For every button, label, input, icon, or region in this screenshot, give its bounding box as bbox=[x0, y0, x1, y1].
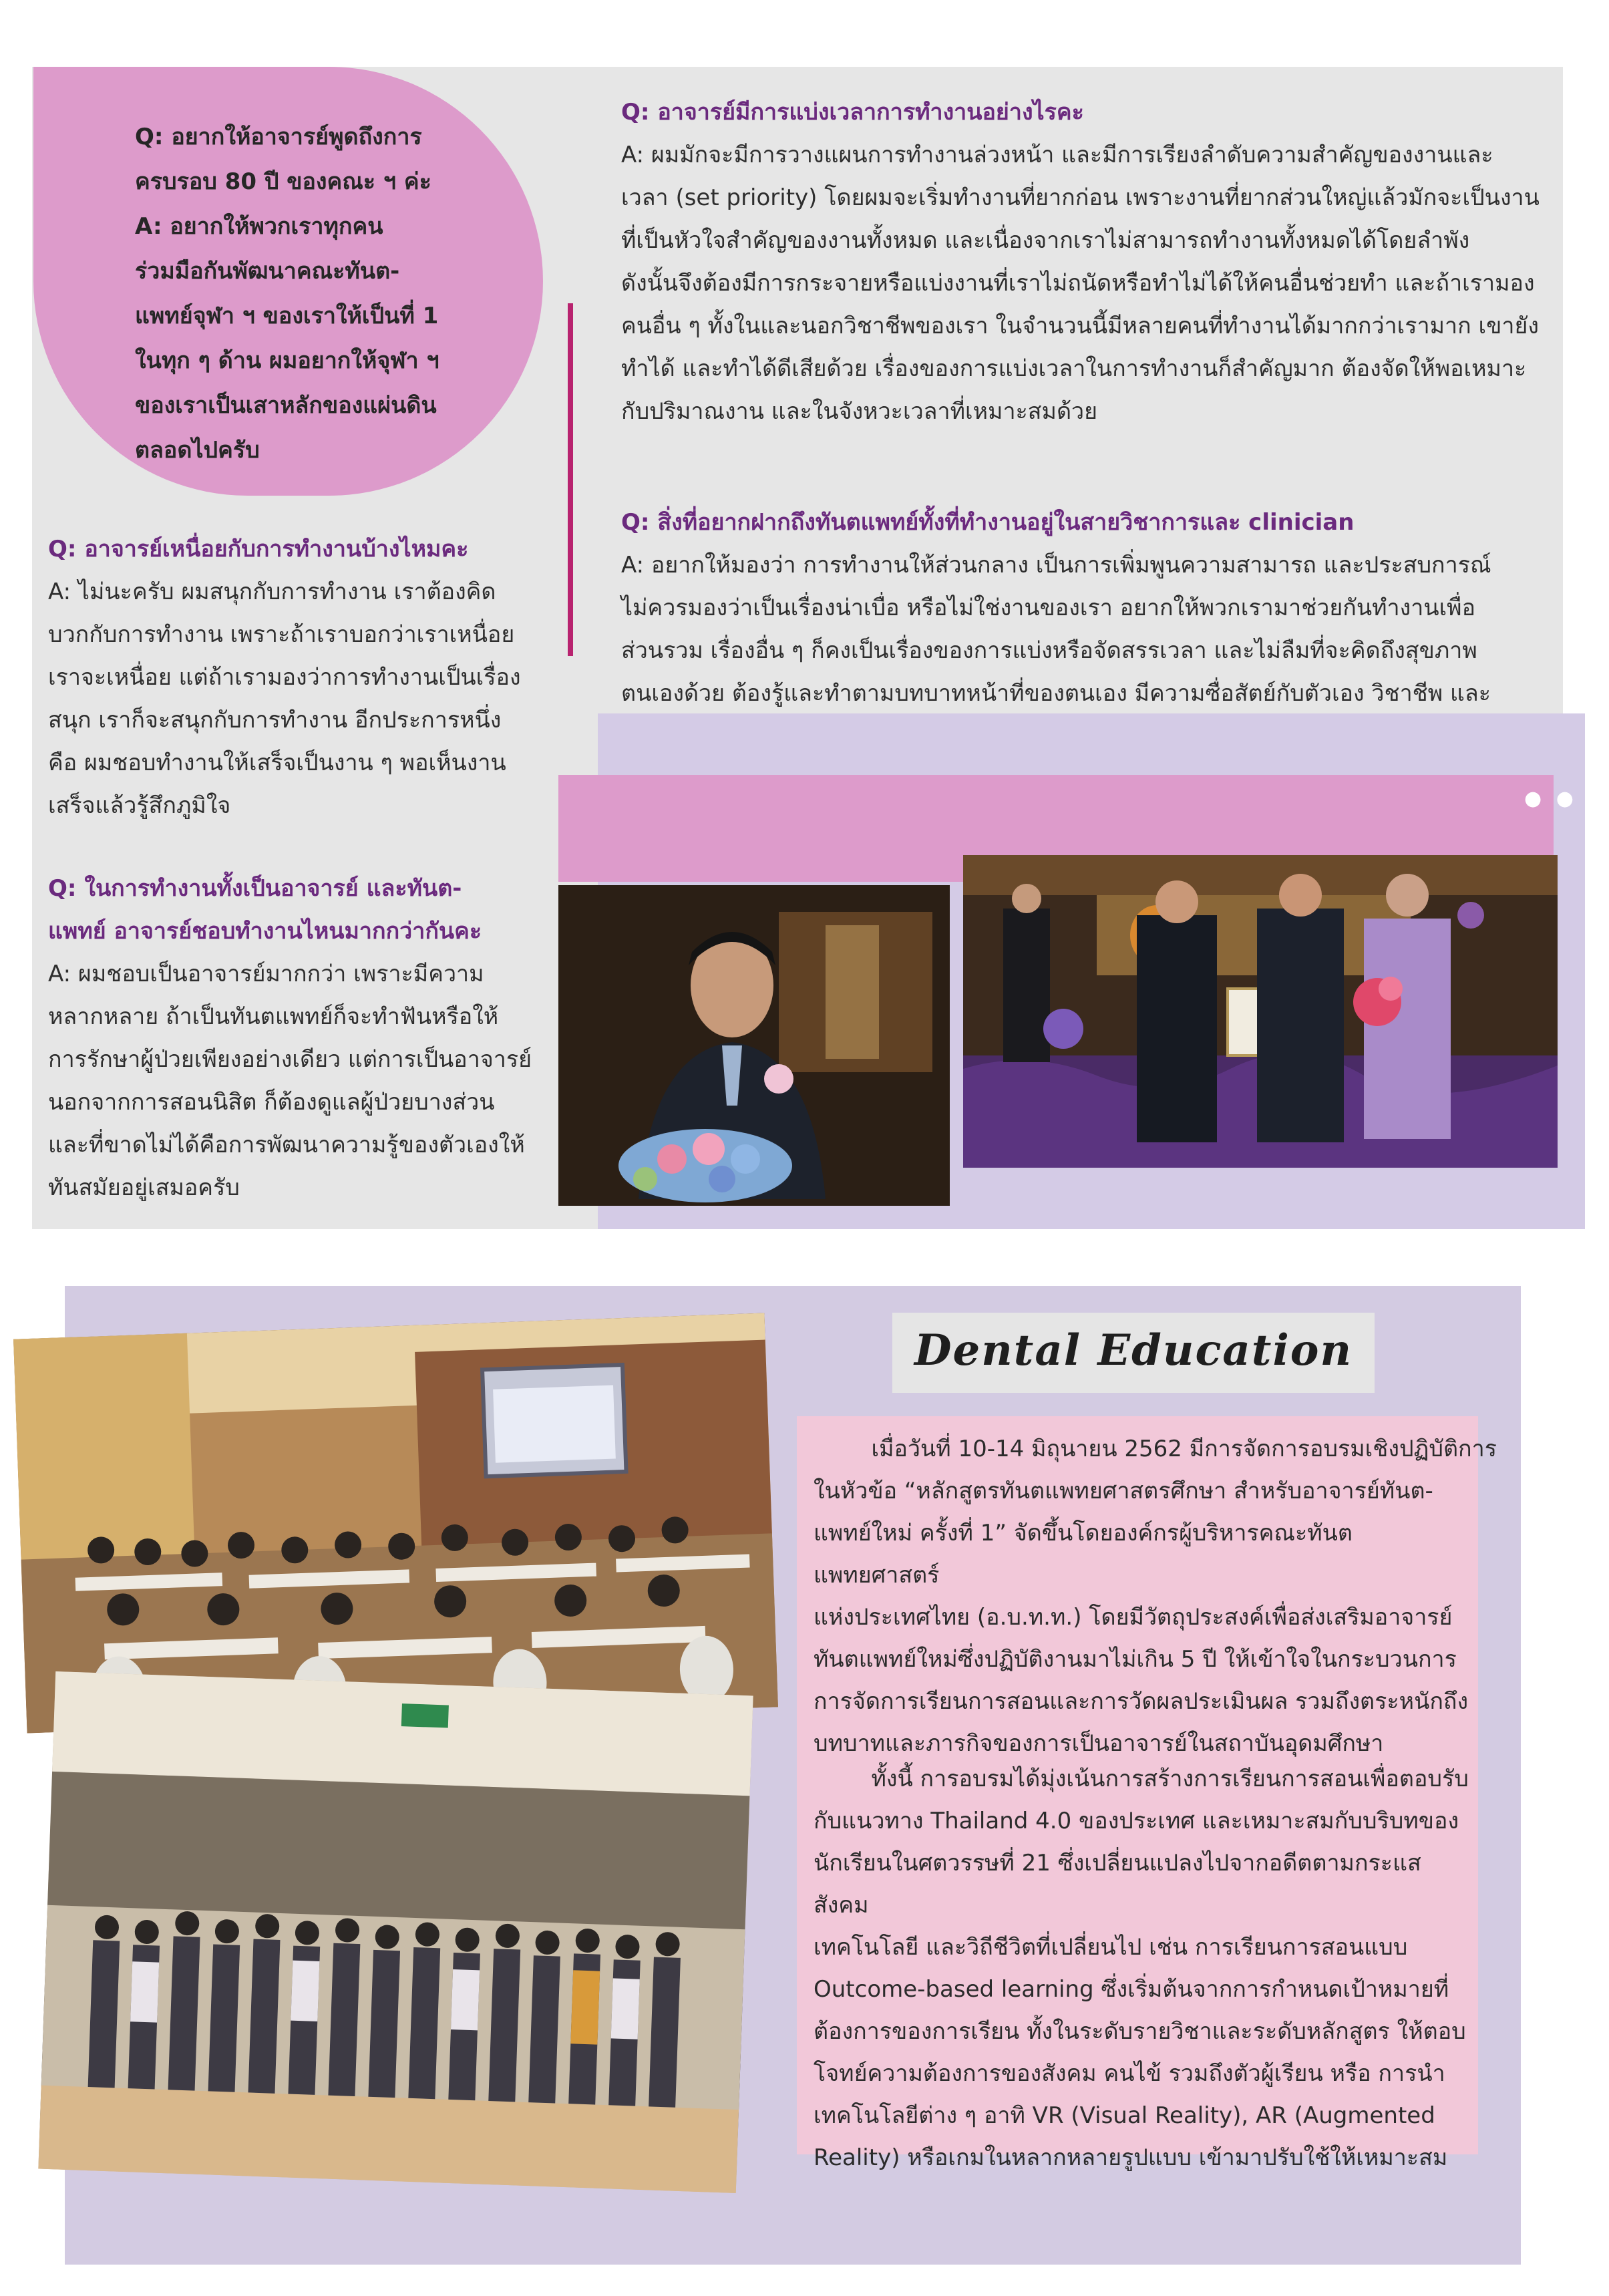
section-title: Dental Education bbox=[914, 1325, 1353, 1375]
answer-line: ที่เป็นหัวใจสำคัญของงานทั้งหมด และเนื่องจากเราไม่สามารถทำงานทั้งหมดได้โดยลำพัง bbox=[621, 227, 1470, 254]
answer-line: ไม่ควรมองว่าเป็นเรื่องน่าเบื่อ หรือไม่ใช่งานของเรา อยากให้พวกเรามาช่วยกันทำงานเพื่อ bbox=[621, 595, 1476, 621]
paragraph-line: กับแนวทาง Thailand 4.0 ของประเทศ และเหมาะสมกับบริบทของ bbox=[814, 1808, 1459, 1834]
callout-line: ในทุก ๆ ด้าน ผมอยากให้จุฬา ฯ bbox=[135, 347, 439, 374]
paragraph-line: บทบาทและภารกิจของการเป็นอาจารย์ในสถาบันอุดมศึกษา bbox=[814, 1730, 1384, 1757]
speaker-photo-illustration bbox=[558, 885, 950, 1206]
photo-award-ceremony bbox=[963, 855, 1558, 1168]
callout-line: ร่วมมือกันพัฒนาคณะทันต- bbox=[135, 258, 400, 285]
answer-line: ทันสมัยอยู่เสมอครับ bbox=[48, 1174, 240, 1201]
article-paragraph-2 bbox=[814, 1758, 1471, 2179]
answer-line: ตนเองด้วย ต้องรู้และทำตามบทบาทหน้าที่ของตนเอง มีความซื่อสัตย์กับตัวเอง วิชาชีพ และ bbox=[621, 680, 1491, 707]
vertical-divider bbox=[568, 303, 573, 656]
paragraph-line: Outcome-based learning ซึ่งเริ่มต้นจากการกำหนดเป้าหมายที่ bbox=[814, 1976, 1449, 2003]
decorative-dots: ● ● bbox=[1524, 787, 1578, 810]
answer-line: เวลา (set priority) โดยผมจะเริ่มทำงานที่ยากก่อน เพราะงานที่ยากส่วนใหญ่แล้วมักจะเป็นงาน bbox=[621, 184, 1540, 211]
callout-line: ครบรอบ 80 ปี ของคณะ ฯ ค่ะ bbox=[135, 168, 431, 195]
answer-line: เสร็จแล้วรู้สึกภูมิใจ bbox=[48, 792, 231, 819]
answer-line: การรักษาผู้ป่วยเพียงอย่างเดียว แต่การเป็นอาจารย์ bbox=[48, 1046, 532, 1073]
answer-line: A: ผมมักจะมีการวางแผนการทำงานล่วงหน้า และมีการเรียงลำดับความสำคัญของงานและ bbox=[621, 142, 1493, 168]
paragraph-line: นักเรียนในศตวรรษที่ 21 ซึ่งเปลี่ยนแปลงไปจากอดีตตามกระแสสังคม bbox=[814, 1850, 1421, 1919]
answer-line: คนอื่น ๆ ทั้งในและนอกวิชาชีพของเรา ในจำนวนนี้มีหลายคนที่ทำงานได้มากกว่าเรามาก เขายัง bbox=[621, 313, 1540, 339]
qa-teacher-or-dentist bbox=[48, 867, 556, 1209]
photo-speaker-at-podium bbox=[558, 885, 950, 1206]
paragraph-line: เมื่อวันที่ 10-14 มิถุนายน 2562 มีการจัดการอบรมเชิงปฏิบัติการ bbox=[814, 1436, 1497, 1462]
answer-line: และที่ขาดไม่ได้คือการพัฒนาความรู้ของตัวเองให้ bbox=[48, 1132, 525, 1158]
answer-line: นอกจากการสอนนิสิต ก็ต้องดูแลผู้ป่วยบางส่วน bbox=[48, 1089, 495, 1116]
paragraph-line: แห่งประเทศไทย (อ.บ.ท.ท.) โดยมีวัตถุประสงค์เพื่อส่งเสริมอาจารย์ bbox=[814, 1604, 1453, 1631]
qa-tired-of-work bbox=[48, 528, 556, 827]
paragraph-line: Reality) หรือเกมในหลากหลายรูปแบบ เข้ามาปรับใช้ให้เหมาะสม bbox=[814, 2144, 1448, 2171]
paragraph-line: เทคโนโลยี และวิถีชีวิตที่เปลี่ยนไป เช่น การเรียนการสอนแบบ bbox=[814, 1934, 1408, 1961]
answer-line: A: ไม่นะครับ ผมสนุกกับการทำงาน เราต้องคิด bbox=[48, 579, 496, 605]
paragraph-line: การจัดการเรียนการสอนและการวัดผลประเมินผล รวมถึงตระหนักถึง bbox=[814, 1688, 1469, 1715]
callout-line: แพทย์จุฬา ฯ ของเราให้เป็นที่ 1 bbox=[135, 303, 439, 329]
question-line: Q: ในการทำงานทั้งเป็นอาจารย์ และทันต- bbox=[48, 875, 462, 902]
article-paragraph-1 bbox=[814, 1428, 1497, 1765]
answer-line: A: อยากให้มองว่า การทำงานให้ส่วนกลาง เป็นการเพิ่มพูนความสามารถ และประสบการณ์ bbox=[621, 552, 1491, 579]
paragraph-line: แพทย์ใหม่ ครั้งที่ 1” จัดขึ้นโดยองค์กรผู้บริหารคณะทันตแพทยศาสตร์ bbox=[814, 1520, 1353, 1589]
answer-line: ส่วนรวม เรื่องอื่น ๆ ก็คงเป็นเรื่องของการแบ่งหรือจัดสรรเวลา และไม่ลืมที่จะคิดถึงสุขภาพ bbox=[621, 637, 1477, 664]
photo-group-attendees bbox=[38, 1671, 753, 2193]
training-room-illustration bbox=[13, 1313, 778, 1734]
answer-line: เราจะเหนื่อย แต่ถ้าเรามองว่าการทำงานเป็นเรื่อง bbox=[48, 664, 521, 691]
answer-line: ดังนั้นจึงต้องมีการกระจายหรือแบ่งงานที่เราไม่ถนัดหรือทำไม่ได้ให้คนอื่นช่วยทำ และถ้าเรามอง bbox=[621, 270, 1535, 297]
paragraph-line: ต้องการของการเรียน ทั้งในระดับรายวิชาและระดับหลักสูตร ให้ตอบ bbox=[814, 2018, 1466, 2045]
answer-line: บวกกับการทำงาน เพราะถ้าเราบอกว่าเราเหนื่อย bbox=[48, 621, 515, 648]
callout-line: A: อยากให้พวกเราทุกคน bbox=[135, 213, 383, 240]
photo-training-room bbox=[13, 1313, 778, 1734]
callout-line: ของเราเป็นเสาหลักของแผ่นดิน bbox=[135, 392, 437, 419]
paragraph-line: ทั้งนี้ การอบรมได้มุ่งเน้นการสร้างการเรียนการสอนเพื่อตอบรับ bbox=[814, 1766, 1469, 1792]
paragraph-line: เทคโนโลยีต่าง ๆ อาทิ VR (Visual Reality), AR (Augmented bbox=[814, 2102, 1435, 2129]
answer-line: คือ ผมชอบทำงานให้เสร็จเป็นงาน ๆ พอเห็นงาน bbox=[48, 750, 506, 776]
question: Q: สิ่งที่อยากฝากถึงทันตแพทย์ทั้งที่ทำงานอยู่ในสายวิชาการและ clinician bbox=[621, 509, 1355, 536]
callout-line: ตลอดไปครับ bbox=[135, 437, 260, 464]
answer-line: ทำได้ และทำได้ดีเสียด้วย เรื่องของการแบ่งเวลาในการทำงานก็สำคัญมาก ต้องจัดให้พอเหมาะ bbox=[621, 355, 1527, 382]
answer-line: กับปริมาณงาน และในจังหวะเวลาที่เหมาะสมด้วย bbox=[621, 398, 1098, 425]
answer-line: สนุก เราก็จะสนุกกับการทำงาน อีกประการหนึ่ง bbox=[48, 707, 502, 733]
answer-line: A: ผมชอบเป็นอาจารย์มากกว่า เพราะมีความ bbox=[48, 961, 484, 987]
question: Q: อาจารย์มีการแบ่งเวลาการทำงานอย่างไรคะ bbox=[621, 99, 1084, 126]
answer-line: หลากหลาย ถ้าเป็นทันตแพทย์ก็จะทำฟันหรือให้ bbox=[48, 1003, 499, 1030]
callout-line: Q: อยากให้อาจารย์พูดถึงการ bbox=[135, 124, 422, 150]
paragraph-line: ในหัวข้อ “หลักสูตรทันตแพทยศาสตรศึกษา สำหรับอาจารย์ทันต- bbox=[814, 1478, 1433, 1504]
paragraph-line: โจทย์ความต้องการของสังคม คนไข้ รวมถึงตัวผู้เรียน หรือ การนำ bbox=[814, 2060, 1445, 2087]
qa-time-management bbox=[621, 91, 1550, 433]
callout-text bbox=[135, 115, 509, 473]
ceremony-photo-illustration bbox=[963, 855, 1558, 1168]
question: Q: อาจารย์เหนื่อยกับการทำงานบ้างไหมคะ bbox=[48, 536, 469, 562]
paragraph-line: ทันตแพทย์ใหม่ซึ่งปฏิบัติงานมาไม่เกิน 5 ปี ให้เข้าใจในกระบวนการ bbox=[814, 1646, 1457, 1673]
group-photo-illustration bbox=[38, 1671, 753, 2193]
question-line: แพทย์ อาจารย์ชอบทำงานไหนมากกว่ากันคะ bbox=[48, 918, 482, 945]
